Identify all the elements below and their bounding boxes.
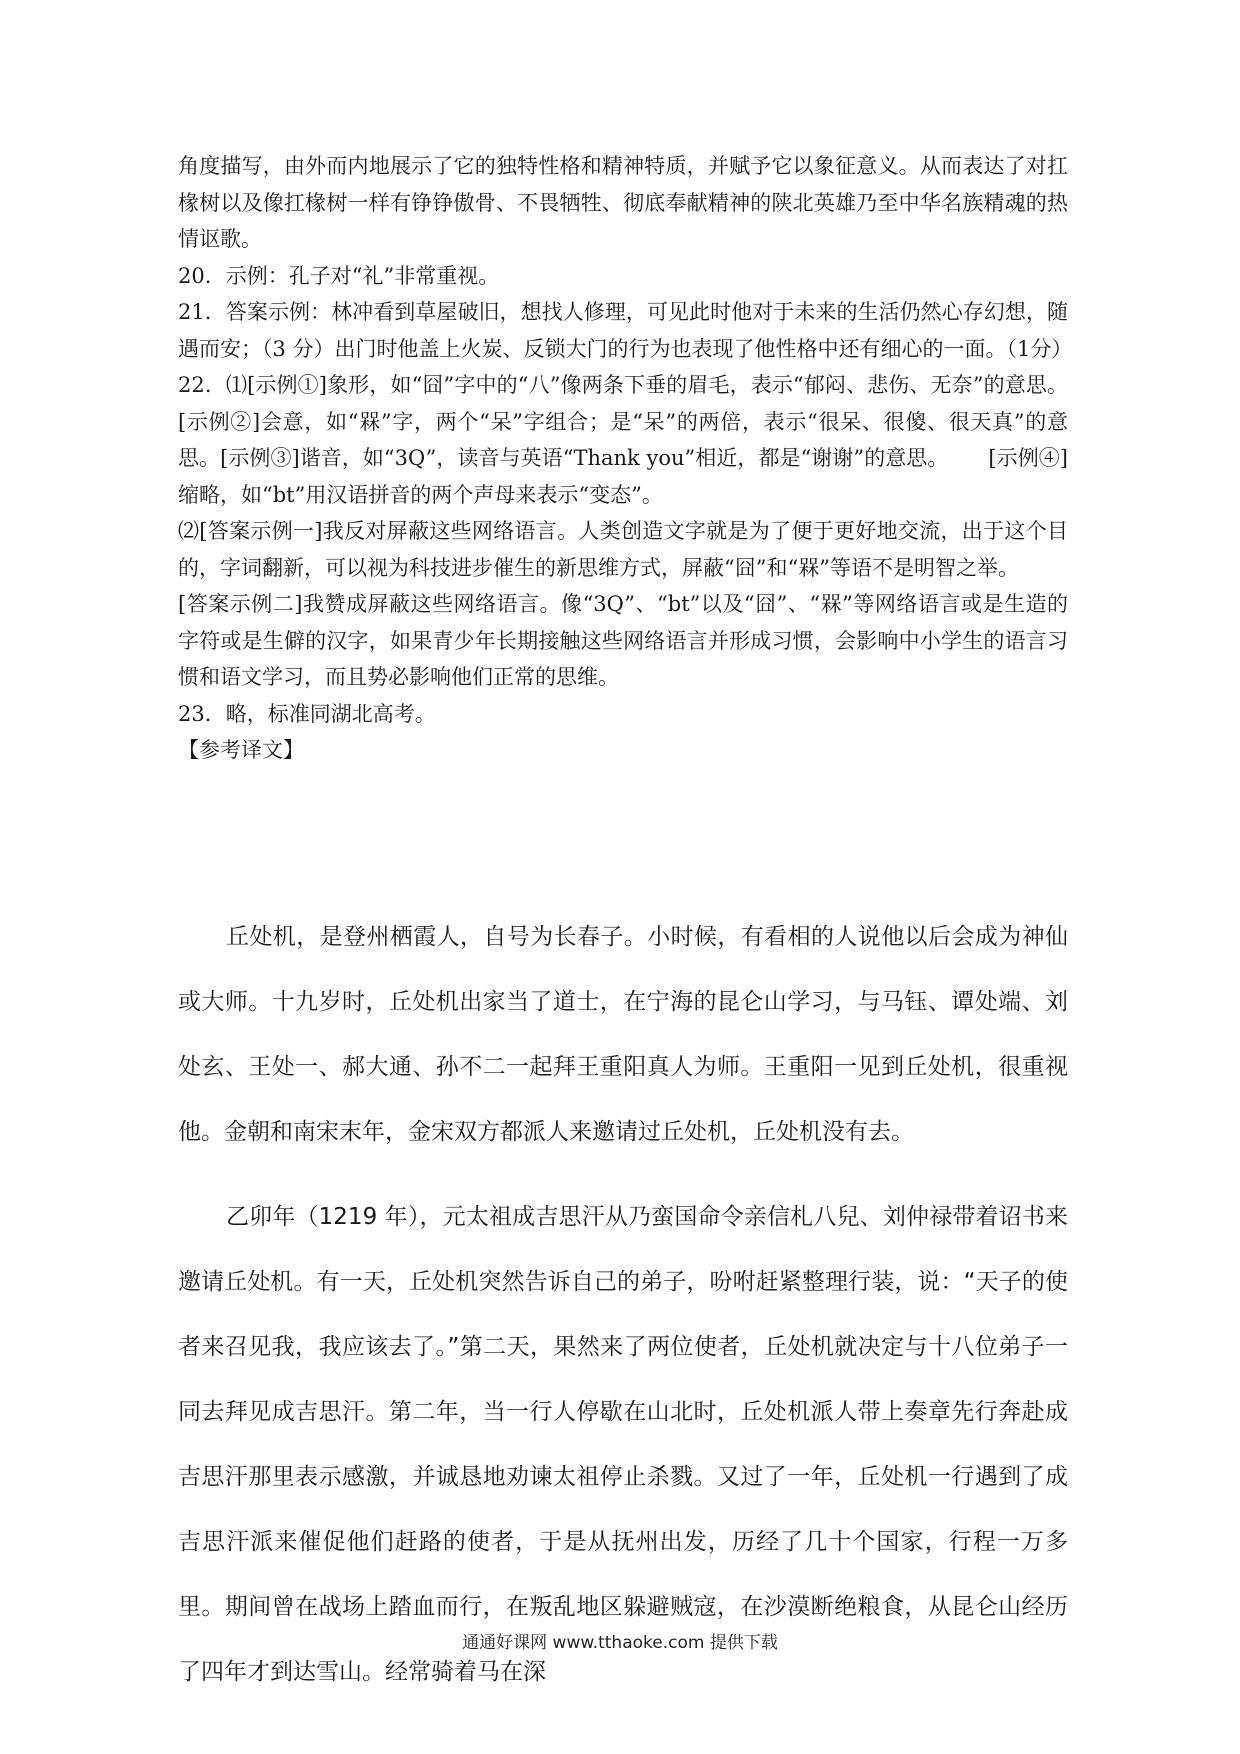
- reference-translation-heading: 【参考译文】: [178, 738, 304, 762]
- answer-22-part1: [178, 367, 1068, 513]
- answer-22-part1-example4: [示例④]缩略，如“bt”用汉语拼音的两个声母来表示“变态”。: [178, 446, 1068, 507]
- answer-19-continued: 角度描写，由外而内地展示了它的独特性格和精神特质，并赋予它以象征意义。从而表达了对扛椽树以及像扛椽树一样有铮铮傲骨、不畏牺牲、彻底奉献精神的陕北英雄乃至中华名族精魂的热情讴歌。: [178, 154, 1068, 251]
- reference-translation: [178, 905, 1068, 1705]
- answer-22-part2-example1: ⑵[答案示例一]我反对屏蔽这些网络语言。人类创造文字就是为了便于更好地交流，出于这个目的，字词翻新，可以视为科技进步催生的新思维方式，屏蔽“囧”和“槑”等语不是明智之举。: [178, 519, 1068, 580]
- answer-20: 20．示例：孔子对“礼”非常重视。: [178, 263, 500, 288]
- page-footer: 通通好课网 www.tthaoke.com 提供下载: [462, 1633, 778, 1653]
- answer-21: 21．答案示例：林冲看到草屋破旧，想找人修理，可见此时他对于未来的生活仍然心存幻想，随遇而安；（3 分）出门时他盖上火炭、反锁大门的行为也表现了他性格中还有细心的一面。（1分）: [178, 300, 1073, 361]
- answer-22-part2-example2: [答案示例二]我赞成屏蔽这些网络语言。像“3Q”、“bt”以及“囧”、“槑”等网络语言或是生造的字符或是生僻的汉字，如果青少年长期接触这些网络语言并形成习惯，会影响中小学生的语言习惯和语文学习，而且势必影响他们正常的思维。: [178, 592, 1068, 689]
- answer-23: 23．略，标准同湖北高考。: [178, 701, 436, 726]
- translation-paragraph-2: 乙卯年（1219 年），元太祖成吉思汗从乃蛮国命令亲信札八兒、刘仲禄带着诏书来邀请丘处机。有一天，丘处机突然告诉自己的弟子，吩咐赶紧整理行装，说：“天子的使者来召见我，我应该去了。”第二天，果然来了两位使者，丘处机就决定与十八位弟子一同去拜见成吉思汗。第二年，当一行人停歇在山北时，丘处机派人带上奏章先行奔赴成吉思汗那里表示感激，并诚恳地劝谏太祖停止杀戮。又过了一年，丘处机一行遇到了成吉思汗派来催促他们赶路的使者，于是从抚州出发，历经了几十个国家，行程一万多里。期间曾在战场上踏血而行，在叛乱地区躲避贼寇，在沙漠断绝粮食，从昆仑山经历了四年才到达雪山。经常骑着马在深: [178, 1204, 1068, 1685]
- answer-22-part1-examples: 22．⑴[示例①]象形，如“囧”字中的“八”像两条下垂的眉毛，表示“郁闷、悲伤、无奈”的意思。[示例②]会意，如“槑”字，两个“呆”字组合；是“呆”的两倍，表示“很呆、很傻、很天真”的意思。[示例③]谐音，如“3Q”，读音与英语“Thank you”相近，都是“谢谢”的意思。: [178, 373, 1068, 470]
- answer-key-section: [178, 148, 1073, 769]
- translation-paragraph-1: 丘处机，是登州栖霞人，自号为长春子。小时候，有看相的人说他以后会成为神仙或大师。十九岁时，丘处机出家当了道士，在宁海的昆仑山学习，与马钰、谭处端、刘处玄、王处一、郝大通、孙不二一起拜王重阳真人为师。王重阳一见到丘处机，很重视他。金朝和南宋末年，金宋双方都派人来邀请过丘处机，丘处机没有去。: [178, 924, 1068, 1145]
